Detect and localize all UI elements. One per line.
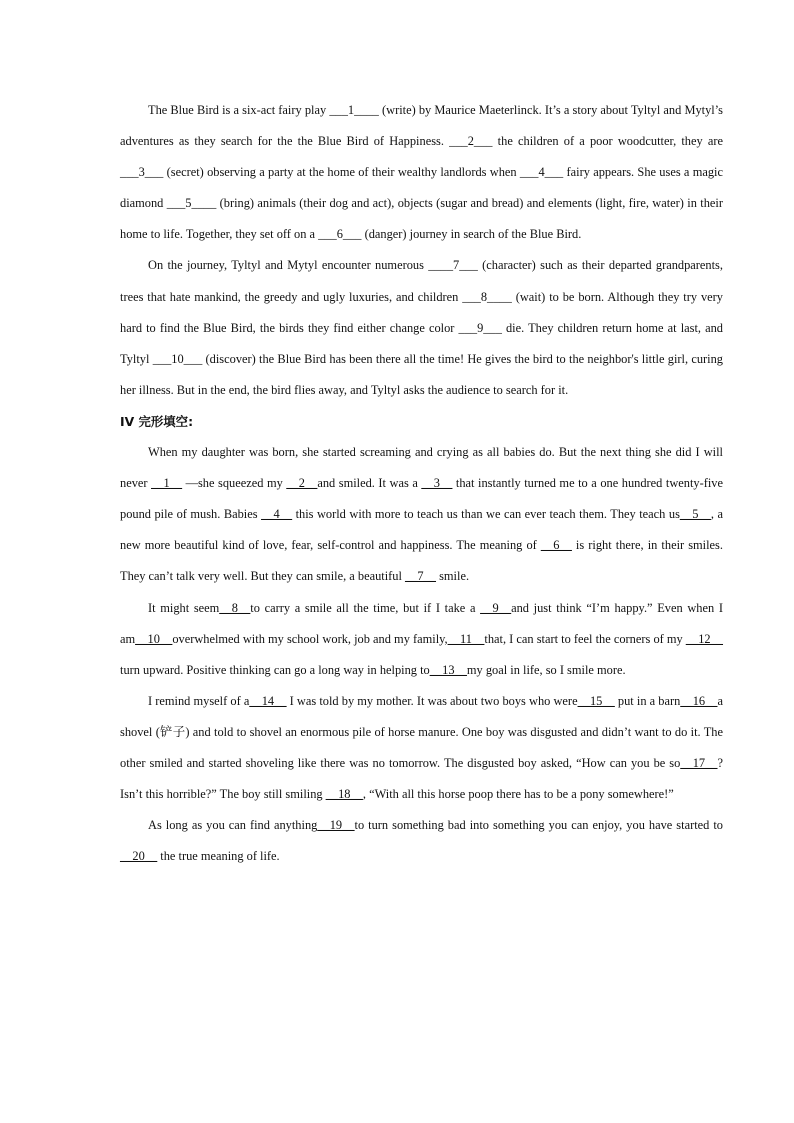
document-page (120, 95, 723, 872)
text-run: (danger) journey in search of the Blue Bird. (361, 227, 582, 242)
answer-blank: __3__ (421, 476, 453, 491)
text-run: ? Isn’t this horrible?” The boy still smiling (120, 755, 723, 802)
answer-blank: ____7___ (428, 258, 478, 273)
answer-blank: ___3___ (120, 165, 164, 180)
answer-blank: __18__ (325, 787, 363, 802)
answer-blank: ___5____ (166, 196, 217, 211)
text-run: turn upward. Positive thinking can go a long way in helping to (120, 662, 430, 677)
answer-blank: ___4___ (519, 165, 564, 180)
section-heading-cloze: IV 完形填空: (120, 413, 194, 429)
text-run: , “With all this horse poop there has to be a pony somewhere!” (362, 787, 674, 802)
answer-blank: __11__ (447, 631, 485, 646)
text-run: (wait) to be born. Although they try very hard to find the Blue Bird, the birds they find either change color (120, 289, 723, 335)
text-run: When my daughter was born, she started screaming and crying as all babies do. But the next thing she did I will never (120, 445, 723, 491)
answer-blank: __13__ (429, 662, 467, 677)
text-run: —she squeezed my (182, 476, 287, 491)
answer-blank: __5__ (679, 507, 711, 522)
text-run: The Blue Bird is a six-act fairy play (148, 103, 330, 117)
paragraph (120, 250, 723, 405)
answer-blank: __7__ (405, 569, 436, 584)
answer-blank: __17__ (680, 755, 718, 770)
paragraph (120, 686, 723, 810)
answer-blank: __4__ (261, 507, 293, 522)
answer-blank: ___10___ (152, 351, 203, 366)
answer-blank: __14__ (249, 693, 287, 708)
answer-blank: __12__ (685, 631, 723, 646)
text-run: On the journey, Tyltyl and Mytyl encounter numerous (148, 258, 429, 273)
answer-blank: ___1____ (329, 103, 379, 117)
text-run: I was told by my mother. It was about two boys who were (286, 693, 578, 708)
paragraph (120, 437, 723, 592)
answer-blank: __16__ (680, 693, 718, 708)
text-run: to turn something bad into something you can enjoy, you have started to (354, 818, 723, 833)
answer-blank: __20__ (120, 849, 158, 864)
text-run: that, I can start to feel the corners of my (484, 631, 686, 646)
text-run: fairy appears. She uses a magic diamond (120, 165, 723, 211)
answer-blank: __19__ (317, 818, 355, 833)
answer-blank: __10__ (135, 631, 173, 646)
text-run: a shovel (铲子) and told to shovel an enormous pile of horse manure. One boy was disgusted and didn’t want to do it. The other smiled and started shoveling like there was no tomorrow. The disgusted boy asked, “How can you be so (120, 693, 723, 770)
text-run: (discover) the Blue Bird has been there all the time! He gives the bird to the neighbor's little girl, curing her illness. But in the end, the bird flies away, and Tyltyl asks the audience to search for it. (120, 351, 723, 397)
answer-blank: ___6___ (318, 227, 362, 242)
text-run: die. They children return home at last, and Tyltyl (120, 320, 723, 366)
paragraph (120, 95, 723, 250)
text-run: (secret) observing a party at the home of their wealthy landlords when (163, 165, 520, 180)
text-run: (character) such as their departed grandparents, trees that hate mankind, the greedy and ugly luxuries, and children (120, 258, 723, 304)
answer-blank: __15__ (577, 693, 615, 708)
text-run: the children of a poor woodcutter, they are (492, 134, 723, 149)
text-run: is right there, in their smiles. They can’t talk very well. But they can smile, a beautiful (120, 538, 723, 584)
answer-blank: ___8____ (462, 289, 512, 304)
paragraph (120, 810, 723, 872)
text-run: to carry a smile all the time, but if I take a (250, 600, 481, 615)
text-run: (write) by Maurice Maeterlinck. It’s a story about Tyltyl and Mytyl’s adventures as they search for the the Blue Bird of Happiness. (120, 103, 723, 149)
paragraph (120, 593, 723, 686)
text-run: and smiled. It was a (317, 476, 422, 491)
answer-blank: __6__ (540, 538, 572, 553)
text-run: , a new more beautiful kind of love, fear, self-control and happiness. The meaning of (120, 507, 723, 553)
answer-blank: ___9___ (458, 320, 502, 335)
text-run: that instantly turned me to a one hundred twenty-five pound pile of mush. Babies (120, 476, 723, 522)
text-run: and just think “I’m happy.” Even when I am (120, 600, 723, 646)
text-run: smile. (436, 569, 470, 584)
answer-blank: __8__ (219, 600, 251, 615)
answer-blank: __2__ (286, 476, 318, 491)
answer-blank: ___2___ (449, 134, 493, 149)
text-run: I remind myself of a (148, 693, 250, 708)
passage-blue-bird (120, 95, 723, 406)
text-run: put in a barn (614, 693, 681, 708)
text-run: overwhelmed with my school work, job and my family, (172, 631, 448, 646)
text-run: my goal in life, so I smile more. (466, 662, 626, 677)
answer-blank: __9__ (480, 600, 512, 615)
text-run: (bring) animals (their dog and act), objects (sugar and bread) and elements (light, fire, water) in their home to life. Together, they set off on a (120, 196, 723, 242)
text-run: As long as you can find anything (148, 818, 318, 833)
answer-blank: __1__ (151, 476, 183, 491)
passage-cloze (120, 437, 723, 872)
text-run: this world with more to teach us than we can ever teach them. They teach us (292, 507, 680, 522)
text-run: the true meaning of life. (157, 849, 280, 864)
text-run: It might seem (148, 600, 220, 615)
